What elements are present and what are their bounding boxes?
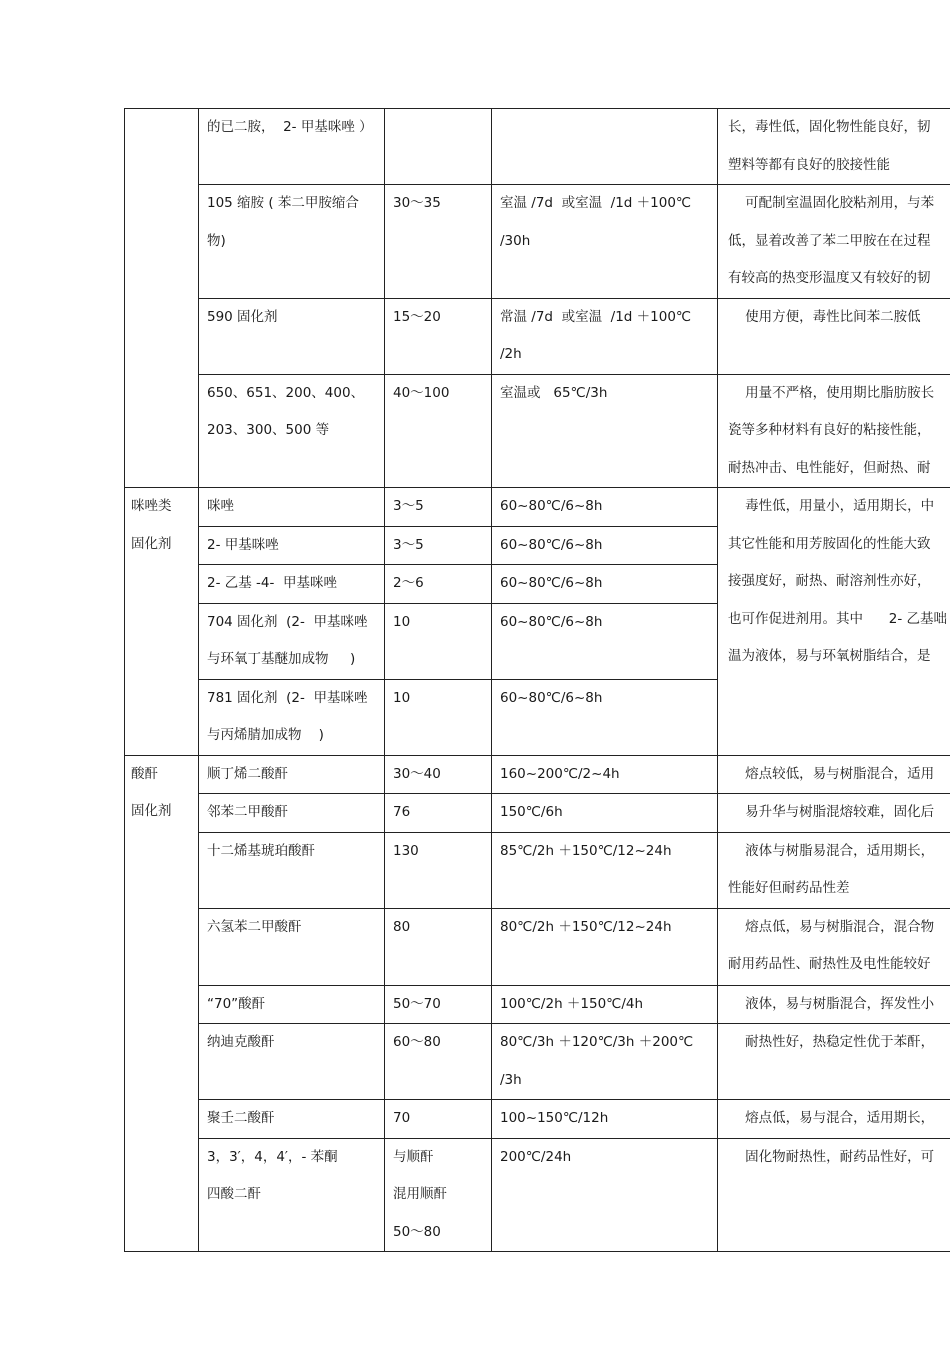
dosage-cell: 3～5 [385,488,492,527]
table-row [125,1100,950,1139]
cure-condition-cell: 100~150℃/12h [492,1100,718,1139]
agent-name-cell: 十二烯基琥珀酸酐 [199,832,385,908]
cure-condition-cell: 60~80℃/6~8h [492,679,718,755]
agent-name-cell: 的已二胺， 2- 甲基咪唑 ） [199,109,385,185]
dosage-cell: 与顺酐 混用顺酐 50～80 [385,1138,492,1252]
table-row [125,755,950,794]
agent-name-cell: “70”酸酐 [199,985,385,1024]
agent-name-cell: 2- 乙基 -4- 甲基咪唑 [199,565,385,604]
dosage-cell: 10 [385,603,492,679]
cure-condition-cell: 160~200℃/2~4h [492,755,718,794]
category-cell: 咪唑类 固化剂 [125,488,199,756]
dosage-cell: 70 [385,1100,492,1139]
agent-name-cell: 590 固化剂 [199,298,385,374]
table-row [125,794,950,833]
property-note-cell: 熔点低，易与树脂混合，混合物 耐用药品性、耐热性及电性能较好 [718,908,950,985]
cure-condition-cell: 常温 /7d 或室温 /1d ＋100℃ /2h [492,298,718,374]
cure-condition-cell: 60~80℃/6~8h [492,565,718,604]
cure-condition-cell: 85℃/2h ＋150℃/12~24h [492,832,718,908]
property-note-cell: 毒性低，用量小，适用期长，中 其它性能和用芳胺固化的性能大致 接强度好，耐热、耐溶剂性亦好， 也可作促进剂用。其中 2- 乙基咄 温为液体，易与环氧树脂结合，是 [718,488,950,756]
cure-condition-cell: 80℃/3h ＋120℃/3h ＋200℃ /3h [492,1024,718,1100]
curing-agent-table [124,108,950,1252]
agent-name-cell: 3，3′，4，4′，- 苯酮 四酸二酐 [199,1138,385,1252]
property-note-cell: 可配制室温固化胶粘剂用，与苯 低，显着改善了苯二甲胺在在过程 有较高的热变形温度又有较好的韧 [718,185,950,299]
property-note-cell: 液体，易与树脂混合，挥发性小 [718,985,950,1024]
cure-condition-cell: 80℃/2h ＋150℃/12~24h [492,908,718,985]
dosage-cell: 130 [385,832,492,908]
property-note-cell: 熔点低，易与混合，适用期长， [718,1100,950,1139]
dosage-cell: 40～100 [385,374,492,488]
property-note-cell: 液体与树脂易混合，适用期长， 性能好但耐药品性差 [718,832,950,908]
dosage-cell: 2～6 [385,565,492,604]
cure-condition-cell: 150℃/6h [492,794,718,833]
dosage-cell: 10 [385,679,492,755]
table-row [125,488,950,527]
cure-condition-cell [492,109,718,185]
agent-name-cell: 邻苯二甲酸酐 [199,794,385,833]
table-row [125,908,950,985]
agent-name-cell: 2- 甲基咪唑 [199,526,385,565]
table-row [125,832,950,908]
table-row [125,298,950,374]
table-row [125,1024,950,1100]
agent-name-cell: 650、651、200、400、 203、300、500 等 [199,374,385,488]
cure-condition-cell: 60~80℃/6~8h [492,488,718,527]
property-note-cell: 耐热性好，热稳定性优于苯酐， [718,1024,950,1100]
category-cell: 酸酐 固化剂 [125,755,199,1252]
property-note-cell: 长，毒性低，固化物性能良好，韧 塑料等都有良好的胶接性能 [718,109,950,185]
dosage-cell: 30～40 [385,755,492,794]
cure-condition-cell: 室温或 65℃/3h [492,374,718,488]
property-note-cell: 用量不严格，使用期比脂肪胺长 瓷等多种材料有良好的粘接性能， 耐热冲击、电性能好，但耐热、耐 [718,374,950,488]
dosage-cell: 76 [385,794,492,833]
agent-name-cell: 781 固化剂 (2- 甲基咪唑 与丙烯腈加成物 ) [199,679,385,755]
dosage-cell: 60～80 [385,1024,492,1100]
table-row [125,109,950,185]
cure-condition-cell: 60~80℃/6~8h [492,603,718,679]
agent-name-cell: 顺丁烯二酸酐 [199,755,385,794]
agent-name-cell: 105 缩胺 ( 苯二甲胺缩合 物) [199,185,385,299]
cure-condition-cell: 60~80℃/6~8h [492,526,718,565]
dosage-cell: 50～70 [385,985,492,1024]
agent-name-cell: 咪唑 [199,488,385,527]
table-row [125,374,950,488]
dosage-cell: 3～5 [385,526,492,565]
agent-name-cell: 六氢苯二甲酸酐 [199,908,385,985]
property-note-cell: 固化物耐热性，耐药品性好，可 [718,1138,950,1252]
agent-name-cell: 704 固化剂 (2- 甲基咪唑 与环氧丁基醚加成物 ) [199,603,385,679]
cure-condition-cell: 200℃/24h [492,1138,718,1252]
property-note-cell: 熔点较低，易与树脂混合，适用 [718,755,950,794]
table-row [125,985,950,1024]
property-note-cell: 易升华与树脂混熔较难，固化后 [718,794,950,833]
table-row [125,1138,950,1252]
dosage-cell: 80 [385,908,492,985]
dosage-cell: 30～35 [385,185,492,299]
cure-condition-cell: 100℃/2h ＋150℃/4h [492,985,718,1024]
category-cell [125,109,199,488]
dosage-cell: 15～20 [385,298,492,374]
cure-condition-cell: 室温 /7d 或室温 /1d ＋100℃ /30h [492,185,718,299]
property-note-cell: 使用方便，毒性比间苯二胺低 [718,298,950,374]
table-row [125,185,950,299]
agent-name-cell: 聚壬二酸酐 [199,1100,385,1139]
dosage-cell [385,109,492,185]
agent-name-cell: 纳迪克酸酐 [199,1024,385,1100]
